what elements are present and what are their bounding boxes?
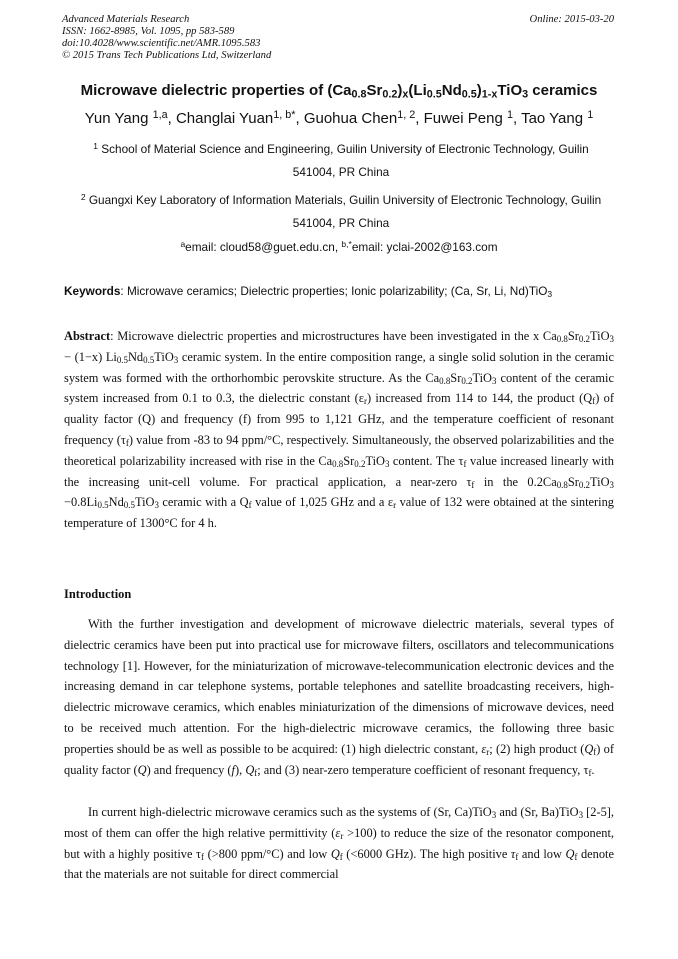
- author: Yun Yang: [84, 110, 153, 127]
- author: Fuwei Peng: [423, 110, 507, 127]
- intro-paragraph-2: In current high-dielectric microwave ceramics such as the systems of (Sr, Ca)TiO$_3$ and (Sr, Ba)TiO$_3$ [2-5], most of them can offer the high relative permittivity $(\varepsilon_r >100)$ to reduce the size of the resonator component, but with a highly positive $\tau_f$ (>800 ppm/°C) and low $Q_f$ (<6000 GHz). The high positive $\tau_f$ and low $Q_f$ denote that the materials are not suitable for direct commercial: [64, 805, 615, 882]
- doi-line: doi:10.4028/www.scientific.net/AMR.1095.583: [62, 38, 261, 49]
- author-list: Yun Yang $^{1,a}$, Changlai Yuan$^{1, b*}$, Guohua Chen$^{1, 2}$, Fuwei Peng $^1$, Tao Yang $^1$: [84, 109, 594, 127]
- author: Tao Yang: [521, 110, 588, 127]
- affiliation-2: $^2$ Guangxi Key Laboratory of Information Materials, Guilin University of Electronic Technology, Guilin 541004, PR China: [80, 192, 602, 230]
- issn-line: ISSN: 1662-8985, Vol. 1095, pp 583-589: [62, 26, 235, 37]
- author: Changlai Yuan: [175, 110, 274, 127]
- paper-title: Microwave dielectric properties of $(Ca_{0.8}Sr_{0.2})_x(Li_{0.5}Nd_{0.5})_{1-x}TiO_3$ ceramics: [80, 82, 598, 101]
- intro-paragraph-1: With the further investigation and development of microwave dielectric materials, several types of dielectric ceramics have been put into practical use for microwave filters, oscillators and telecommunications technology [1]. However, for the miniaturization of microwave-telecommunication electronic devices and the increasing demand in car telephone systems, portable telephones and satellite broadcasting receivers, high-dielectric microwave ceramics, which enables miniaturization of the dimensions of microwave devices, need to be received much attention. For the high-dielectric microwave ceramics, the following three basic properties should be as well as possible to be acquired: (1) high dielectric constant, $\varepsilon_r$; (2) high product $(Q_f)$ of quality factor (Q) and frequency (f), $Q_f$; and (3) near-zero temperature coefficient of resonant frequency, $\tau_f$.: [64, 617, 614, 778]
- journal-name: Advanced Materials Research: [62, 14, 190, 25]
- online-date: Online: 2015-03-20: [529, 14, 614, 25]
- keywords: Keywords: Microwave ceramics; Dielectric properties; Ionic polarizability; (Ca, Sr, Li, Nd)TiO$_3$: [64, 284, 553, 300]
- author-emails: $^a$email: cloud58@guet.edu.cn, $^{b,*}$email: yclai-2002@163.com: [180, 239, 498, 254]
- copyright-line: © 2015 Trans Tech Publications Ltd, Switzerland: [62, 50, 272, 61]
- affiliation-1: $^1$ School of Material Science and Engineering, Guilin University of Electronic Technology, Guilin 541004, PR China: [93, 141, 589, 179]
- journal-header: [62, 14, 271, 62]
- abstract: Abstract: Microwave dielectric properties and microstructures have been investigated in the x $Ca_{0.8}Sr_{0.2}TiO_3 - (1-x)$ $Li_{0.5}Nd_{0.5}TiO_3$ ceramic system. In the entire composition range, a single solid solution in the ceramic system was formed with the orthorhombic perovskite structure. As the $Ca_{0.8}Sr_{0.2}TiO_3$ content of the ceramic system increased from 0.1 to 0.3, the dielectric constant $(\varepsilon_r)$ increased from 114 to 144, the product $(Q_f)$ of quality factor (Q) and frequency (f) from 995 to 1,121 GHz, and the temperature coefficient of resonant frequency $(\tau_f)$ value from -83 to 94 ppm/°C, respectively. Simultaneously, the observed polarizabilities and the theoretical polarizability increased with rise in the $Ca_{0.8}Sr_{0.2}TiO_3$ content. The $\tau_f$ value increased linearly with the increasing unit-cell volume. For practical application, a near-zero $\tau_f$ in the $0.2Ca_{0.8}Sr_{0.2}TiO_3 -0.8Li_{0.5}Nd_{0.5}TiO_3$ ceramic with a $Q_f$ value of 1,025 GHz and a $\varepsilon_r$ value of 132 were obtained at the sintering temperature of 1300°C for 4 h.: [64, 329, 614, 531]
- abstract-label: Abstract: [64, 329, 111, 343]
- introduction-heading: Introduction: [64, 587, 132, 601]
- author: Guohua Chen: [303, 110, 398, 127]
- keywords-label: Keywords: [64, 284, 121, 298]
